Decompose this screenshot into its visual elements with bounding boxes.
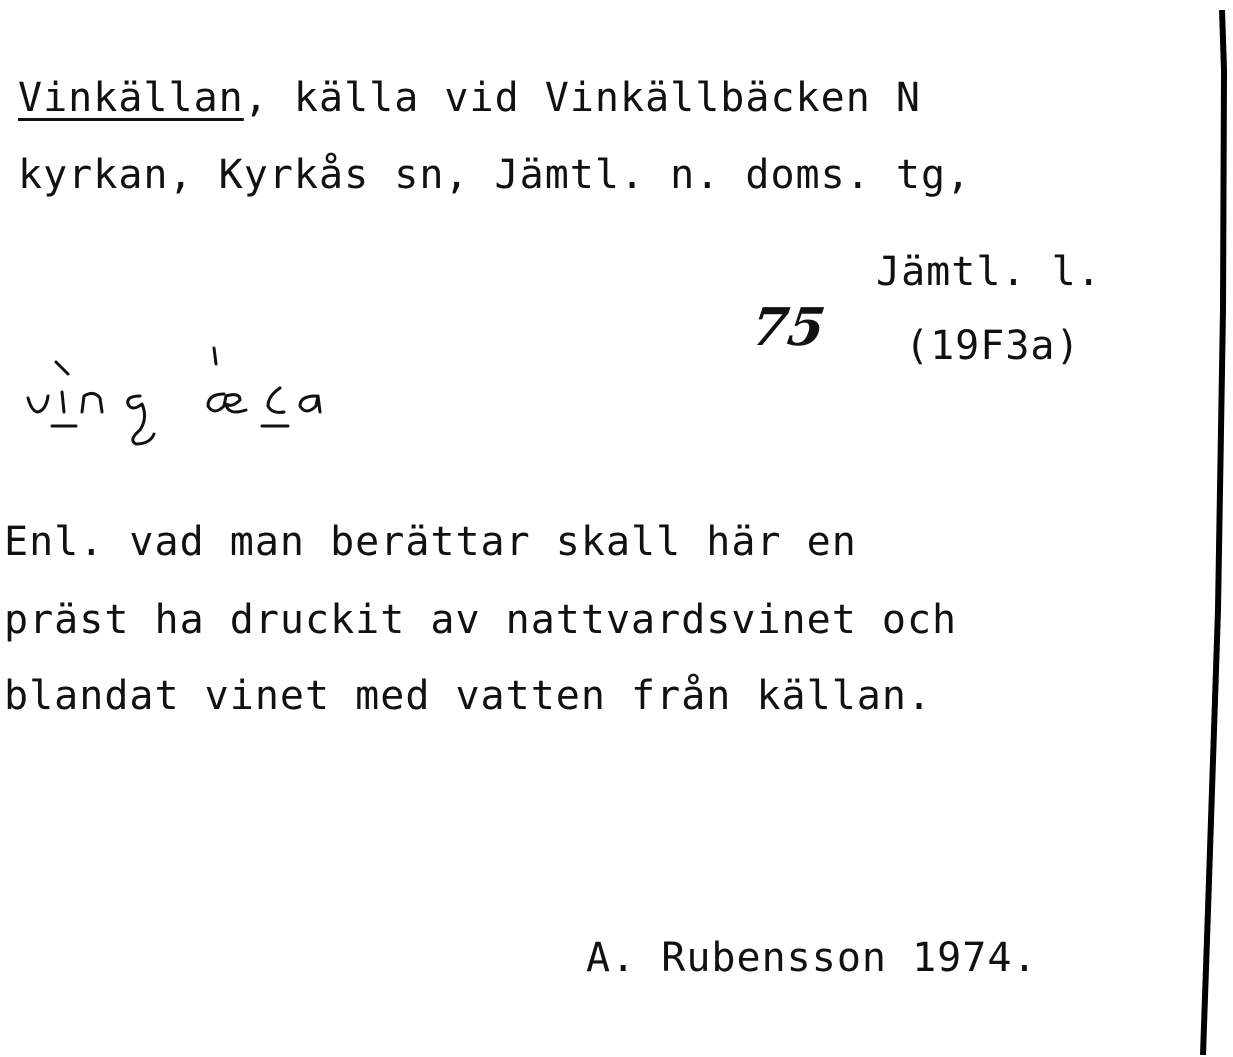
header-line-3: Jämtl. l.: [876, 249, 1102, 295]
header-line-1-rest: , källa vid Vinkällbäcken N: [243, 75, 921, 121]
header-line-2: kyrkan, Kyrkås sn, Jämtl. n. doms. tg,: [18, 152, 972, 198]
card-edge-line: [1170, 10, 1233, 1055]
body-line-3: blandat vinet med vatten från källan.: [4, 673, 933, 719]
signature: A. Rubensson 1974.: [586, 935, 1038, 981]
body-line-2: präst ha druckit av nattvardsvinet och: [4, 597, 958, 643]
classification-code: (19F3a): [905, 323, 1081, 369]
handwritten-pronunciation: [18, 340, 328, 450]
headword: Vinkällan: [18, 75, 244, 121]
handwritten-number: 75: [747, 297, 829, 358]
body-line-1: Enl. vad man berättar skall här en: [4, 519, 857, 565]
header-line-1: [18, 75, 921, 121]
